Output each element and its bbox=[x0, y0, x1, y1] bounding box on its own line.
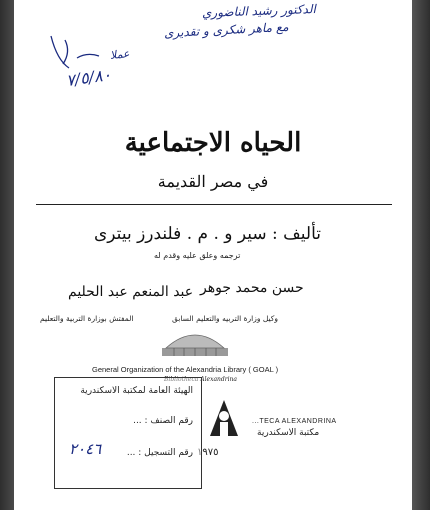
translator-name-1: حسن محمد جوهر bbox=[200, 280, 304, 296]
scan-right-shadow bbox=[412, 0, 430, 510]
library-emblem-icon bbox=[204, 396, 244, 440]
bibliotheca-stamp-text: Bibliotheca Alexandrina bbox=[164, 376, 237, 383]
registration-number-value: ٢٠٤٦ bbox=[69, 440, 102, 458]
handwritten-date: ٧/٥/٨٠ bbox=[64, 64, 113, 91]
registration-class-label: رقم الصنف : ... bbox=[133, 416, 193, 426]
author-line: تأليف : سير و . م . فلندرز بيترى bbox=[94, 224, 321, 244]
handwritten-dedication-line2: مع ماهر شكرى و تقديرى bbox=[163, 19, 289, 41]
translation-note: ترجمه وعلق عليه وقدم له bbox=[154, 251, 241, 260]
library-building-illustration-icon bbox=[156, 318, 234, 362]
registration-header: الهيئة العامة لمكتبة الاسكندرية bbox=[80, 386, 193, 396]
title-divider bbox=[36, 204, 392, 205]
book-title: الحياه الاجتماعية bbox=[124, 128, 302, 158]
translator-role-2: المفتش بوزارة التربية والتعليم bbox=[40, 314, 134, 323]
handwritten-dedication-line1: الدكتور رشيد الناضوري bbox=[201, 2, 317, 20]
registration-number-label: رقم التسجيل : ... bbox=[126, 448, 193, 458]
library-name-arabic: مكتبة الاسكندرية bbox=[257, 428, 320, 438]
signature-scribble-icon bbox=[47, 30, 107, 74]
book-title-page bbox=[14, 0, 412, 510]
translator-name-2: عبد المنعم عبد الحليم bbox=[68, 284, 194, 300]
registration-stamp bbox=[54, 377, 202, 489]
publication-year: ١٩٧٥ bbox=[197, 447, 219, 458]
goal-stamp-text: General Organization of the Alexandria Library ( GOAL ) bbox=[92, 365, 279, 374]
handwritten-signature: عملا bbox=[109, 47, 131, 62]
library-name-english: ...TECA ALEXANDRINA bbox=[252, 418, 337, 425]
book-subtitle: في مصر القديمة bbox=[157, 172, 269, 191]
scan-left-edge bbox=[0, 0, 14, 510]
translator-role-1: وكيل وزارة التربيه والتعليم السابق bbox=[172, 314, 278, 323]
